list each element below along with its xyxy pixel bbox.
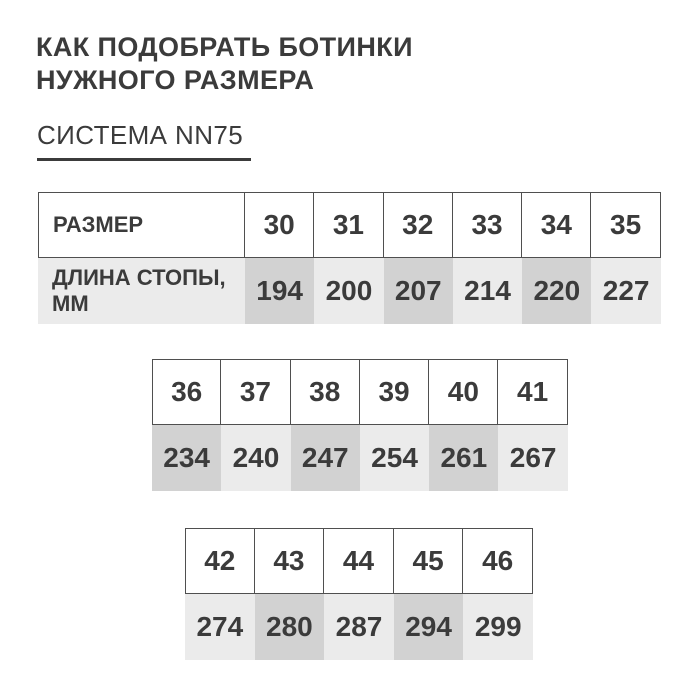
size-header-cell: 39: [360, 359, 429, 425]
size-header-cell: 36: [152, 359, 221, 425]
foot-length-value-cell: 267: [498, 425, 567, 491]
page-title-line-1: КАК ПОДОБРАТЬ БОТИНКИ: [36, 32, 413, 62]
foot-length-value-cell: 280: [255, 594, 325, 660]
size-header-cell: 38: [291, 359, 360, 425]
size-header-row: [38, 192, 661, 258]
size-header-cell: 34: [522, 192, 591, 258]
foot-length-value-cell: 194: [245, 258, 314, 324]
foot-length-value-cell: 200: [314, 258, 383, 324]
foot-length-value-cell: 287: [324, 594, 394, 660]
foot-length-row: [38, 258, 661, 324]
size-header-cell: 40: [429, 359, 498, 425]
foot-length-value-cell: 234: [152, 425, 221, 491]
size-table-30-35: [38, 192, 661, 324]
foot-length-value-cell: 240: [221, 425, 290, 491]
foot-length-value-cell: 214: [453, 258, 522, 324]
size-header-cell: 44: [324, 528, 394, 594]
size-header-cell: 30: [245, 192, 314, 258]
size-header-row: [152, 359, 568, 425]
subtitle-underline: [37, 158, 251, 161]
foot-length-value-cell: 274: [185, 594, 255, 660]
foot-length-value-cell: 247: [291, 425, 360, 491]
foot-length-value-cell: 299: [463, 594, 533, 660]
foot-length-row: [152, 425, 568, 491]
foot-length-value-cell: 261: [429, 425, 498, 491]
size-header-cell: 43: [255, 528, 325, 594]
foot-length-row: [185, 594, 533, 660]
page-title: [36, 31, 413, 97]
size-table-36-41: [152, 359, 568, 491]
size-row-label: РАЗМЕР: [38, 192, 245, 258]
size-header-cell: 37: [221, 359, 290, 425]
system-subtitle: СИСТЕМА NN75: [37, 120, 244, 150]
page-title-line-2: НУЖНОГО РАЗМЕРА: [36, 65, 315, 95]
foot-length-row-label: ДЛИНА СТОПЫ, ММ: [38, 258, 245, 324]
size-header-cell: 46: [463, 528, 533, 594]
size-header-cell: 32: [384, 192, 453, 258]
foot-length-value-cell: 207: [384, 258, 453, 324]
foot-length-value-cell: 254: [360, 425, 429, 491]
size-header-row: [185, 528, 533, 594]
foot-length-value-cell: 227: [591, 258, 660, 324]
size-table-42-46: [185, 528, 533, 660]
size-header-cell: 31: [314, 192, 383, 258]
size-header-cell: 42: [185, 528, 255, 594]
size-header-cell: 45: [394, 528, 464, 594]
foot-length-value-cell: 294: [394, 594, 464, 660]
foot-length-value-cell: 220: [522, 258, 591, 324]
size-header-cell: 35: [591, 192, 660, 258]
size-header-cell: 41: [498, 359, 567, 425]
size-header-cell: 33: [453, 192, 522, 258]
